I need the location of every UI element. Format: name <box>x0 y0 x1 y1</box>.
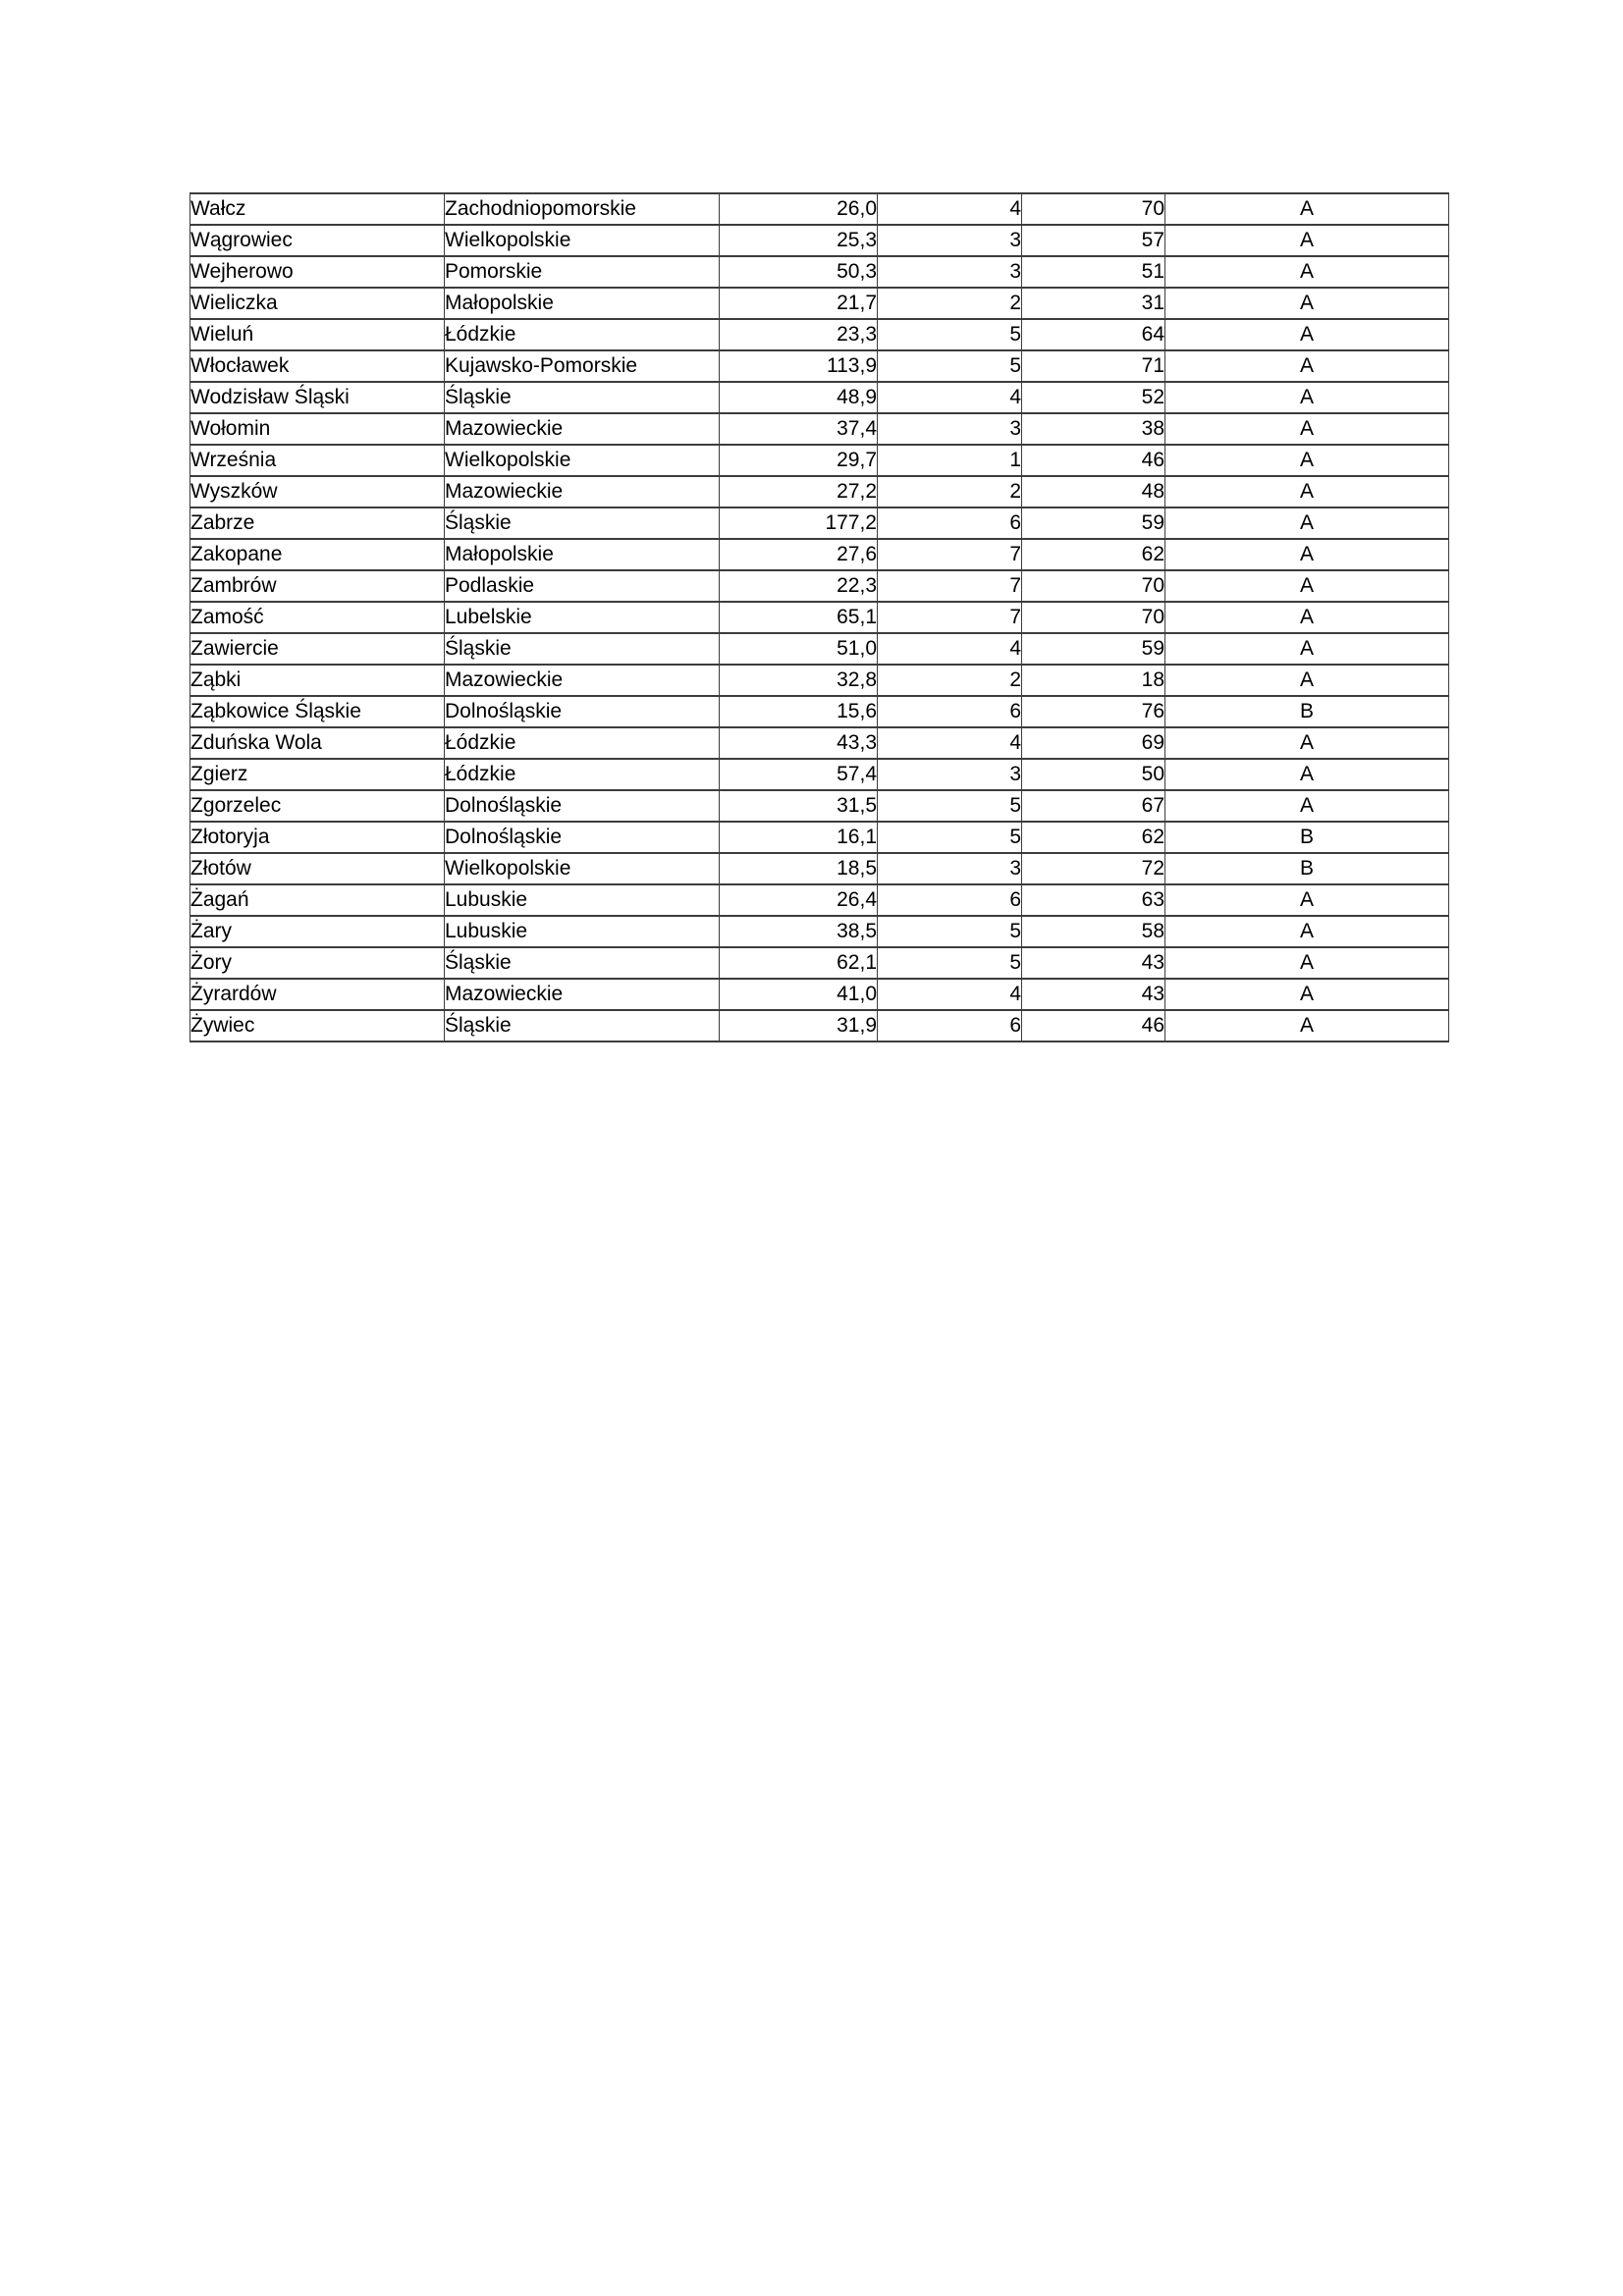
value-col4-cell: 6 <box>878 696 1022 727</box>
value-col5-cell: 43 <box>1022 979 1165 1010</box>
value-col3-cell: 26,4 <box>720 884 878 916</box>
voivodeship-cell: Lubuskie <box>445 916 720 947</box>
value-col5-cell: 46 <box>1022 1010 1165 1041</box>
value-col4-cell: 1 <box>878 445 1022 476</box>
voivodeship-cell: Dolnośląskie <box>445 696 720 727</box>
value-col4-cell: 4 <box>878 979 1022 1010</box>
value-col4-cell: 2 <box>878 665 1022 696</box>
value-col4-cell: 4 <box>878 193 1022 225</box>
value-col4-cell: 3 <box>878 413 1022 445</box>
city-cell: Zgierz <box>190 759 445 790</box>
letter-col6-cell: A <box>1165 507 1449 539</box>
value-col5-cell: 57 <box>1022 225 1165 256</box>
value-col5-cell: 59 <box>1022 507 1165 539</box>
city-cell: Ząbkowice Śląskie <box>190 696 445 727</box>
voivodeship-cell: Podlaskie <box>445 570 720 602</box>
table-row <box>190 947 1449 979</box>
value-col3-cell: 27,6 <box>720 539 878 570</box>
value-col3-cell: 113,9 <box>720 350 878 382</box>
table-row <box>190 350 1449 382</box>
city-cell: Zabrze <box>190 507 445 539</box>
letter-col6-cell: A <box>1165 319 1449 350</box>
value-col5-cell: 67 <box>1022 790 1165 822</box>
table-row <box>190 256 1449 288</box>
value-col3-cell: 51,0 <box>720 633 878 665</box>
value-col3-cell: 38,5 <box>720 916 878 947</box>
value-col5-cell: 59 <box>1022 633 1165 665</box>
letter-col6-cell: A <box>1165 350 1449 382</box>
table-row <box>190 288 1449 319</box>
table-row <box>190 665 1449 696</box>
city-cell: Zakopane <box>190 539 445 570</box>
letter-col6-cell: A <box>1165 288 1449 319</box>
voivodeship-cell: Łódzkie <box>445 319 720 350</box>
value-col3-cell: 177,2 <box>720 507 878 539</box>
city-cell: Zduńska Wola <box>190 727 445 759</box>
value-col4-cell: 4 <box>878 727 1022 759</box>
value-col4-cell: 2 <box>878 288 1022 319</box>
value-col4-cell: 5 <box>878 350 1022 382</box>
value-col5-cell: 70 <box>1022 570 1165 602</box>
letter-col6-cell: A <box>1165 665 1449 696</box>
value-col3-cell: 62,1 <box>720 947 878 979</box>
value-col3-cell: 41,0 <box>720 979 878 1010</box>
city-data-table <box>189 192 1449 1042</box>
voivodeship-cell: Lubuskie <box>445 884 720 916</box>
value-col3-cell: 18,5 <box>720 853 878 884</box>
table-row <box>190 884 1449 916</box>
voivodeship-cell: Małopolskie <box>445 288 720 319</box>
letter-col6-cell: A <box>1165 225 1449 256</box>
value-col5-cell: 63 <box>1022 884 1165 916</box>
value-col5-cell: 72 <box>1022 853 1165 884</box>
city-cell: Wągrowiec <box>190 225 445 256</box>
value-col5-cell: 70 <box>1022 602 1165 633</box>
letter-col6-cell: A <box>1165 382 1449 413</box>
letter-col6-cell: A <box>1165 193 1449 225</box>
table-row <box>190 853 1449 884</box>
city-cell: Zawiercie <box>190 633 445 665</box>
city-cell: Ząbki <box>190 665 445 696</box>
voivodeship-cell: Kujawsko-Pomorskie <box>445 350 720 382</box>
voivodeship-cell: Mazowieckie <box>445 476 720 507</box>
value-col3-cell: 31,9 <box>720 1010 878 1041</box>
voivodeship-cell: Śląskie <box>445 1010 720 1041</box>
value-col4-cell: 3 <box>878 225 1022 256</box>
city-cell: Złotoryja <box>190 822 445 853</box>
letter-col6-cell: A <box>1165 727 1449 759</box>
value-col5-cell: 52 <box>1022 382 1165 413</box>
city-cell: Wałcz <box>190 193 445 225</box>
voivodeship-cell: Pomorskie <box>445 256 720 288</box>
value-col4-cell: 3 <box>878 256 1022 288</box>
value-col3-cell: 25,3 <box>720 225 878 256</box>
table-row <box>190 193 1449 225</box>
letter-col6-cell: A <box>1165 633 1449 665</box>
letter-col6-cell: A <box>1165 413 1449 445</box>
value-col5-cell: 71 <box>1022 350 1165 382</box>
letter-col6-cell: A <box>1165 445 1449 476</box>
table-row <box>190 759 1449 790</box>
city-cell: Złotów <box>190 853 445 884</box>
value-col5-cell: 43 <box>1022 947 1165 979</box>
table-row <box>190 602 1449 633</box>
value-col3-cell: 23,3 <box>720 319 878 350</box>
value-col3-cell: 16,1 <box>720 822 878 853</box>
voivodeship-cell: Zachodniopomorskie <box>445 193 720 225</box>
table-row <box>190 979 1449 1010</box>
voivodeship-cell: Dolnośląskie <box>445 822 720 853</box>
table-row <box>190 633 1449 665</box>
value-col4-cell: 3 <box>878 759 1022 790</box>
voivodeship-cell: Śląskie <box>445 633 720 665</box>
value-col5-cell: 76 <box>1022 696 1165 727</box>
value-col4-cell: 2 <box>878 476 1022 507</box>
table-row <box>190 225 1449 256</box>
table-row <box>190 539 1449 570</box>
table-row <box>190 916 1449 947</box>
value-col3-cell: 48,9 <box>720 382 878 413</box>
letter-col6-cell: B <box>1165 822 1449 853</box>
value-col5-cell: 64 <box>1022 319 1165 350</box>
letter-col6-cell: B <box>1165 853 1449 884</box>
letter-col6-cell: A <box>1165 256 1449 288</box>
table-row <box>190 445 1449 476</box>
voivodeship-cell: Śląskie <box>445 507 720 539</box>
value-col4-cell: 5 <box>878 822 1022 853</box>
table-row <box>190 1010 1449 1041</box>
city-cell: Żyrardów <box>190 979 445 1010</box>
city-cell: Września <box>190 445 445 476</box>
value-col4-cell: 4 <box>878 633 1022 665</box>
value-col4-cell: 6 <box>878 507 1022 539</box>
value-col5-cell: 51 <box>1022 256 1165 288</box>
value-col3-cell: 31,5 <box>720 790 878 822</box>
letter-col6-cell: A <box>1165 979 1449 1010</box>
city-cell: Wejherowo <box>190 256 445 288</box>
voivodeship-cell: Mazowieckie <box>445 413 720 445</box>
city-cell: Żagań <box>190 884 445 916</box>
value-col4-cell: 3 <box>878 853 1022 884</box>
table-row <box>190 476 1449 507</box>
voivodeship-cell: Wielkopolskie <box>445 445 720 476</box>
value-col3-cell: 65,1 <box>720 602 878 633</box>
voivodeship-cell: Mazowieckie <box>445 979 720 1010</box>
table-body <box>190 193 1449 1041</box>
letter-col6-cell: A <box>1165 570 1449 602</box>
value-col4-cell: 4 <box>878 382 1022 413</box>
city-cell: Zambrów <box>190 570 445 602</box>
value-col3-cell: 27,2 <box>720 476 878 507</box>
value-col3-cell: 21,7 <box>720 288 878 319</box>
voivodeship-cell: Łódzkie <box>445 759 720 790</box>
value-col4-cell: 7 <box>878 539 1022 570</box>
table-row <box>190 570 1449 602</box>
value-col5-cell: 70 <box>1022 193 1165 225</box>
city-cell: Wodzisław Śląski <box>190 382 445 413</box>
value-col5-cell: 50 <box>1022 759 1165 790</box>
value-col4-cell: 6 <box>878 1010 1022 1041</box>
voivodeship-cell: Małopolskie <box>445 539 720 570</box>
city-cell: Wyszków <box>190 476 445 507</box>
city-cell: Zamość <box>190 602 445 633</box>
value-col5-cell: 58 <box>1022 916 1165 947</box>
value-col4-cell: 5 <box>878 947 1022 979</box>
letter-col6-cell: A <box>1165 476 1449 507</box>
value-col4-cell: 5 <box>878 916 1022 947</box>
value-col5-cell: 48 <box>1022 476 1165 507</box>
city-cell: Żary <box>190 916 445 947</box>
value-col3-cell: 32,8 <box>720 665 878 696</box>
letter-col6-cell: A <box>1165 916 1449 947</box>
table-row <box>190 319 1449 350</box>
letter-col6-cell: A <box>1165 790 1449 822</box>
value-col3-cell: 15,6 <box>720 696 878 727</box>
table-row <box>190 696 1449 727</box>
voivodeship-cell: Wielkopolskie <box>445 225 720 256</box>
voivodeship-cell: Dolnośląskie <box>445 790 720 822</box>
table-row <box>190 727 1449 759</box>
value-col3-cell: 37,4 <box>720 413 878 445</box>
voivodeship-cell: Śląskie <box>445 947 720 979</box>
value-col3-cell: 22,3 <box>720 570 878 602</box>
table-row <box>190 507 1449 539</box>
value-col5-cell: 69 <box>1022 727 1165 759</box>
city-cell: Zgorzelec <box>190 790 445 822</box>
value-col5-cell: 62 <box>1022 539 1165 570</box>
value-col5-cell: 31 <box>1022 288 1165 319</box>
letter-col6-cell: A <box>1165 947 1449 979</box>
city-cell: Wieluń <box>190 319 445 350</box>
table-row <box>190 413 1449 445</box>
value-col4-cell: 5 <box>878 790 1022 822</box>
city-cell: Wołomin <box>190 413 445 445</box>
value-col4-cell: 6 <box>878 884 1022 916</box>
letter-col6-cell: B <box>1165 696 1449 727</box>
table-row <box>190 382 1449 413</box>
city-cell: Żywiec <box>190 1010 445 1041</box>
letter-col6-cell: A <box>1165 1010 1449 1041</box>
value-col4-cell: 7 <box>878 570 1022 602</box>
voivodeship-cell: Mazowieckie <box>445 665 720 696</box>
voivodeship-cell: Łódzkie <box>445 727 720 759</box>
value-col5-cell: 46 <box>1022 445 1165 476</box>
letter-col6-cell: A <box>1165 602 1449 633</box>
table-row <box>190 822 1449 853</box>
city-cell: Włocławek <box>190 350 445 382</box>
city-cell: Wieliczka <box>190 288 445 319</box>
value-col4-cell: 5 <box>878 319 1022 350</box>
value-col5-cell: 18 <box>1022 665 1165 696</box>
voivodeship-cell: Lubelskie <box>445 602 720 633</box>
value-col3-cell: 29,7 <box>720 445 878 476</box>
value-col3-cell: 50,3 <box>720 256 878 288</box>
value-col4-cell: 7 <box>878 602 1022 633</box>
city-cell: Żory <box>190 947 445 979</box>
letter-col6-cell: A <box>1165 884 1449 916</box>
value-col5-cell: 62 <box>1022 822 1165 853</box>
value-col3-cell: 43,3 <box>720 727 878 759</box>
value-col3-cell: 57,4 <box>720 759 878 790</box>
value-col3-cell: 26,0 <box>720 193 878 225</box>
letter-col6-cell: A <box>1165 539 1449 570</box>
table-row <box>190 790 1449 822</box>
voivodeship-cell: Śląskie <box>445 382 720 413</box>
letter-col6-cell: A <box>1165 759 1449 790</box>
voivodeship-cell: Wielkopolskie <box>445 853 720 884</box>
value-col5-cell: 38 <box>1022 413 1165 445</box>
